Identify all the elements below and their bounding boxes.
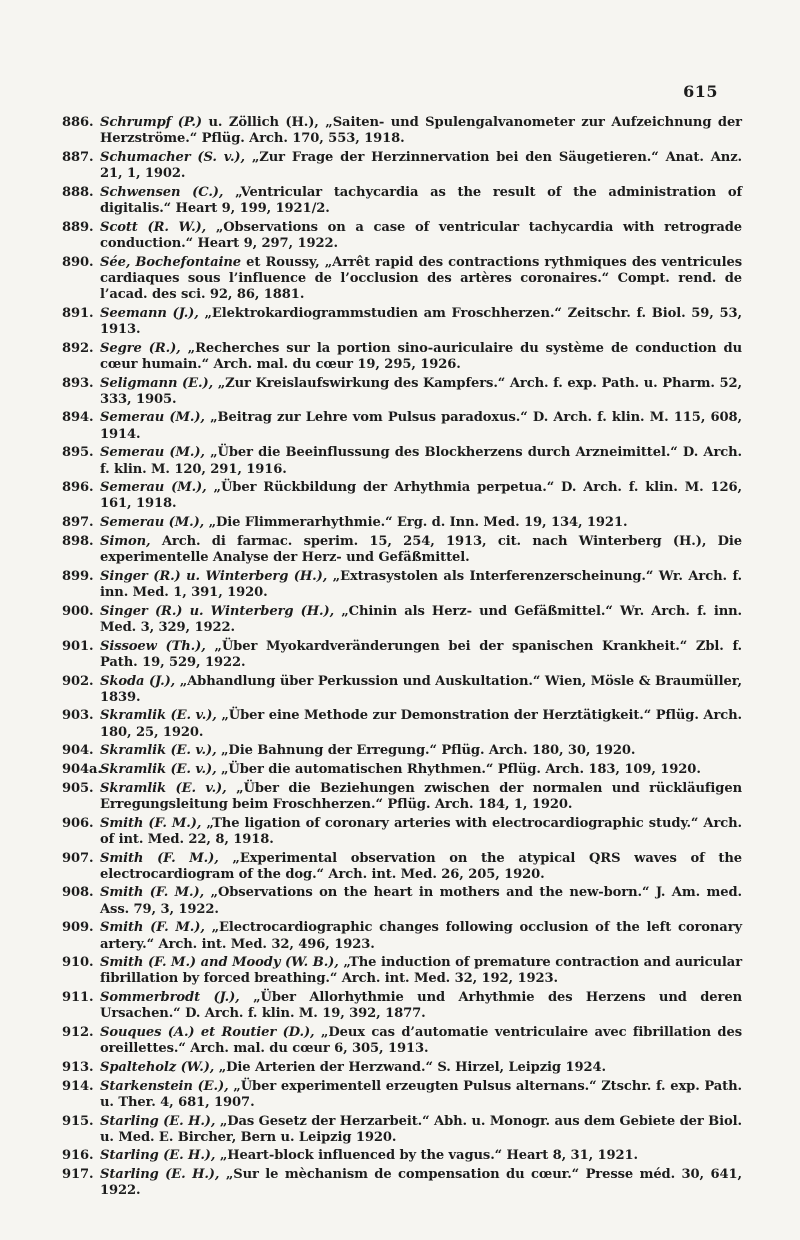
reference-number: 903. (62, 708, 94, 724)
reference-citation: „Deux cas d’automatie ventriculaire avec fibrillation des oreillettes.“ Arch. mal. du cœur 6, 305, 1913. (100, 1025, 742, 1057)
reference-number: 886. (62, 115, 94, 130)
reference-entry (62, 816, 742, 848)
reference-entry (62, 781, 742, 813)
reference-entry (62, 743, 742, 759)
reference-citation: „Sur le mèchanism de compensation du cœur.“ Presse méd. 30, 641, 1922. (100, 1167, 742, 1199)
reference-number: 907. (62, 850, 94, 866)
reference-number: 909. (62, 920, 94, 936)
reference-authors: Sommerbrodt (J.), (100, 990, 240, 1006)
reference-list (62, 115, 742, 1202)
reference-authors: Seligmann (E.), (100, 375, 214, 391)
reference-authors: Seemann (J.), (100, 305, 199, 321)
reference-entry (62, 150, 742, 182)
reference-authors: Sée, Bochefontaine (100, 254, 241, 270)
reference-authors: Sissoew (Th.), (100, 638, 206, 654)
reference-citation: „Über experimentell erzeugten Pulsus alternans.“ Ztschr. f. exp. Path. u. Ther. 4, 681, 1907. (100, 1078, 742, 1110)
reference-entry (62, 445, 742, 477)
reference-number: 912. (62, 1025, 94, 1041)
reference-citation: „Ventricular tachycardia as the result of the administration of digitalis.“ Heart 9, 199, 1921/2. (100, 184, 742, 217)
reference-citation: „Electrocardiographic changes following occlusion of the left coronary artery.“ Arch. int. Med. 32, 496, 1923. (100, 920, 742, 952)
reference-citation: „Observations on a case of ventricular tachycardia with retrograde conduction.“ Heart 9, 297, 1922. (100, 219, 742, 251)
reference-number: 893. (62, 375, 94, 391)
reference-citation: „Die Bahnung der Erregung.“ Pflüg. Arch. 180, 30, 1920. (216, 743, 636, 759)
reference-citation: „Über die Beziehungen zwischen der normalen und rückläufigen Erregungsleitung beim Froschherzen.“ Pflüg. Arch. 184, 1, 1920. (100, 780, 742, 812)
reference-entry (62, 708, 742, 740)
reference-citation: et Roussy, „Arrêt rapid des contractions rythmiques des ventricules cardiaques sous l’influence de l’occlusion des artères coronaires.“ Compt. rend. de l’acad. des sci. 92, 86, 1881. (100, 254, 742, 303)
reference-citation: „Das Gesetz der Herzarbeit.“ Abh. u. Monogr. aus dem Gebiete der Biol. u. Med. E. Bircher, Bern u. Leipzig 1920. (100, 1113, 742, 1145)
reference-citation: „Beitrag zur Lehre vom Pulsus paradoxus.“ D. Arch. f. klin. M. 115, 608, 1914. (100, 410, 742, 442)
reference-number: 891. (62, 305, 94, 321)
reference-number: 913. (62, 1059, 94, 1075)
reference-authors: Skoda (J.), (100, 673, 176, 689)
reference-number: 890. (62, 254, 94, 270)
reference-entry (62, 990, 742, 1022)
reference-number: 901. (62, 638, 94, 654)
reference-authors: Starling (E. H.), (100, 1148, 216, 1164)
reference-citation: „Abhandlung über Perkussion und Auskultation.“ Wien, Mösle & Braumüller, 1839. (100, 673, 743, 705)
reference-authors: Semerau (M.), (100, 480, 207, 496)
reference-authors: Segre (R.), (100, 340, 181, 356)
reference-authors: Semerau (M.), (100, 445, 205, 461)
reference-number: 892. (62, 340, 94, 356)
reference-entry (62, 1025, 742, 1057)
reference-citation: „Über Myokardveränderungen bei der spanischen Krankheit.“ Zbl. f. Path. 19, 529, 1922. (100, 638, 742, 670)
reference-entry (62, 515, 742, 531)
reference-authors: Semerau (M.), (100, 515, 205, 531)
reference-number: 898. (62, 533, 94, 549)
reference-citation: „Recherches sur la portion sino-auriculaire du système de conduction du cœur humain.“ Arch. mal. du cœur 19, 295, 1926. (100, 340, 742, 372)
page-number: 615 (683, 82, 718, 101)
reference-authors: Simon, (100, 533, 151, 549)
reference-authors: Smith (F. M.), (100, 920, 205, 936)
reference-authors: Semerau (M.), (100, 410, 205, 426)
reference-authors: Smith (F. M.), (100, 885, 205, 901)
reference-entry (62, 534, 742, 566)
reference-entry (62, 1060, 742, 1076)
reference-number: 888. (62, 184, 94, 200)
reference-citation: „Extrasystolen als Interferenzerscheinung.“ Wr. Arch. f. inn. Med. 1, 391, 1920. (100, 568, 742, 600)
reference-number: 914. (62, 1078, 94, 1094)
reference-number: 899. (62, 568, 94, 584)
reference-authors: Skramlik (E. v.), (100, 743, 217, 759)
reference-authors: Singer (R.) u. Winterberg (H.), (100, 568, 328, 584)
reference-entry (62, 604, 742, 636)
reference-entry (62, 341, 742, 373)
reference-entry (62, 255, 742, 304)
reference-number: 887. (62, 149, 94, 165)
reference-entry (62, 1167, 742, 1199)
reference-authors: Skramlik (E. v.), (100, 762, 217, 778)
reference-citation: „Zur Kreislaufswirkung des Kampfers.“ Arch. f. exp. Path. u. Pharm. 52, 333, 1905. (100, 375, 742, 407)
reference-entry (62, 410, 742, 442)
reference-citation: „Zur Frage der Herzinnervation bei den Säugetieren.“ Anat. Anz. 21, 1, 1902. (100, 149, 743, 182)
reference-number: 895. (62, 445, 94, 461)
reference-entry (62, 1114, 742, 1146)
reference-citation: „Experimental observation on the atypical QRS waves of the electrocardiogram of the dog.“ Arch. int. Med. 26, 205, 1920. (100, 850, 742, 882)
reference-entry (62, 885, 742, 917)
reference-number: 915. (62, 1113, 94, 1129)
reference-number: 902. (62, 673, 94, 689)
reference-entry (62, 1148, 742, 1164)
reference-citation: „Über Rückbildung der Arhythmia perpetua.“ D. Arch. f. klin. M. 126, 161, 1918. (100, 480, 743, 512)
reference-entry (62, 220, 742, 252)
reference-number: 905. (62, 780, 94, 796)
reference-authors: Skramlik (E. v.), (100, 708, 217, 724)
reference-authors: Schrumpf (P.) (100, 115, 202, 130)
reference-citation: „Über die Beeinflussung des Blockherzens durch Arzneimittel.“ D. Arch. f. klin. M. 120, 291, 1916. (100, 445, 742, 477)
reference-citation: u. Zöllich (H.), „Saiten- und Spulengalvanometer zur Aufzeichnung der Herzströme.“ Pflüg. Arch. 170, 553, 1918. (100, 115, 742, 147)
reference-entry (62, 115, 742, 147)
reference-number: 894. (62, 410, 94, 426)
reference-entry (62, 1079, 742, 1111)
reference-number: 911. (62, 990, 94, 1006)
reference-number: 917. (62, 1167, 94, 1183)
reference-authors: Schumacher (S. v.), (100, 149, 245, 165)
reference-authors: Spalteholz (W.), (100, 1059, 215, 1075)
reference-number: 889. (62, 219, 94, 235)
reference-number: 896. (62, 480, 94, 496)
reference-authors: Skramlik (E. v.), (100, 780, 227, 796)
reference-citation: Arch. di farmac. sperim. 15, 254, 1913, cit. nach Winterberg (H.), Die experimentelle Analyse der Herz- und Gefäßmittel. (100, 533, 742, 566)
reference-citation: „Die Arterien der Herzwand.“ S. Hirzel, Leipzig 1924. (214, 1059, 606, 1075)
reference-entry (62, 920, 742, 952)
reference-citation: „Chinin als Herz- und Gefäßmittel.“ Wr. Arch. f. inn. Med. 3, 329, 1922. (100, 603, 742, 635)
reference-authors: Starkenstein (E.), (100, 1078, 229, 1094)
reference-entry (62, 185, 742, 217)
reference-authors: Schwensen (C.), (100, 184, 224, 200)
reference-citation: „The induction of premature contraction and auricular fibrillation by forced breathing.“ Arch. int. Med. 32, 192, 1923. (100, 955, 742, 987)
reference-number: 904a. (62, 762, 102, 778)
reference-authors: Smith (F. M.), (100, 850, 219, 866)
reference-number: 910. (62, 955, 94, 971)
reference-authors: Starling (E. H.), (100, 1167, 220, 1183)
reference-entry (62, 480, 742, 512)
reference-authors: Singer (R.) u. Winterberg (H.), (100, 603, 335, 619)
reference-number: 900. (62, 603, 94, 619)
reference-entry (62, 851, 742, 883)
reference-authors: Smith (F. M.), (100, 815, 202, 831)
reference-entry (62, 639, 742, 671)
reference-entry (62, 955, 742, 987)
reference-citation: „Über eine Methode zur Demonstration der Herztätigkeit.“ Pflüg. Arch. 180, 25, 1920. (100, 708, 742, 740)
reference-citation: „The ligation of coronary arteries with electrocardiographic study.“ Arch. of int. Med. 22, 8, 1918. (100, 815, 743, 847)
reference-number: 908. (62, 885, 94, 901)
reference-citation: „Über Allorhythmie und Arhythmie des Herzens und deren Ursachen.“ D. Arch. f. klin. M. 19, 392, 1877. (100, 990, 742, 1022)
reference-citation: „Elektrokardiogrammstudien am Froschherzen.“ Zeitschr. f. Biol. 59, 53, 1913. (100, 305, 742, 337)
reference-number: 904. (62, 743, 94, 759)
reference-authors: Scott (R. W.), (100, 219, 207, 235)
reference-entry (62, 674, 742, 706)
reference-citation: „Heart-block influenced by the vagus.“ Heart 8, 31, 1921. (215, 1148, 638, 1164)
reference-citation: „Die Flimmerarhythmie.“ Erg. d. Inn. Med. 19, 134, 1921. (204, 515, 628, 531)
reference-number: 916. (62, 1148, 94, 1164)
reference-authors: Smith (F. M.) and Moody (W. B.), (100, 955, 339, 971)
reference-number: 897. (62, 515, 94, 531)
reference-authors: Starling (E. H.), (100, 1113, 216, 1129)
reference-citation: „Observations on the heart in mothers and the new-born.“ J. Am. med. Ass. 79, 3, 1922. (100, 885, 743, 917)
reference-entry (62, 569, 742, 601)
reference-entry (62, 762, 742, 778)
reference-number: 906. (62, 815, 94, 831)
reference-entry (62, 306, 742, 338)
reference-authors: Souques (A.) et Routier (D.), (100, 1025, 315, 1041)
reference-entry (62, 376, 742, 408)
reference-citation: „Über die automatischen Rhythmen.“ Pflüg. Arch. 183, 109, 1920. (216, 762, 701, 778)
